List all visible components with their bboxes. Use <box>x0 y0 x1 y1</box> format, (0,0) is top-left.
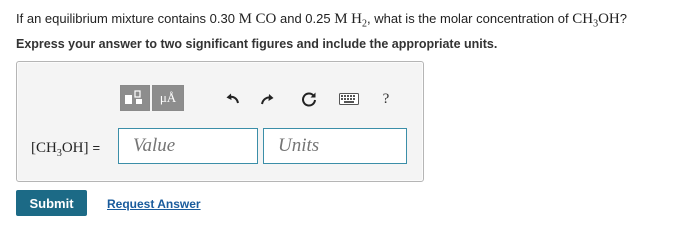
keyboard-icon <box>339 93 359 105</box>
answer-panel <box>16 61 424 182</box>
subscript: 3 <box>593 18 599 30</box>
label-part: [CH <box>31 140 57 156</box>
species-h2: H <box>351 11 363 27</box>
question-text <box>16 11 627 30</box>
molarity-unit: M <box>334 11 348 27</box>
undo-button[interactable] <box>224 90 242 108</box>
answer-toolbar <box>120 85 184 111</box>
subscript: 2 <box>362 18 368 30</box>
subscript: 3 <box>56 148 62 159</box>
species-ch3oh-end: OH <box>598 11 620 27</box>
question-mark: ? <box>619 11 627 26</box>
keyboard-button[interactable] <box>338 90 360 108</box>
species-co: CO <box>255 11 277 27</box>
units-button[interactable] <box>152 85 184 111</box>
concentration-label <box>31 140 100 159</box>
question-suffix: , what is the molar concentration of <box>367 11 573 26</box>
templates-icon <box>124 90 146 106</box>
redo-button[interactable] <box>258 90 276 108</box>
question-prefix: If an equilibrium mixture contains 0.30 <box>16 11 239 26</box>
label-part: OH] <box>61 140 89 156</box>
redo-arrow-icon <box>259 91 275 107</box>
reset-button[interactable] <box>300 90 318 108</box>
value-input[interactable] <box>118 128 258 164</box>
units-input[interactable] <box>263 128 407 164</box>
equals-sign: = <box>92 140 101 155</box>
instruction-text: Express your answer to two significant figures and include the appropriate units. <box>16 37 498 51</box>
undo-arrow-icon <box>225 91 241 107</box>
templates-button[interactable] <box>120 85 150 111</box>
help-icon: ? <box>382 90 390 107</box>
question-mid: and 0.25 <box>276 11 335 26</box>
molarity-unit: M <box>238 11 252 27</box>
species-ch3oh: CH <box>572 11 594 27</box>
help-button[interactable] <box>377 90 395 108</box>
reset-icon <box>301 91 317 107</box>
units-button-label: μÅ <box>159 90 177 105</box>
submit-button[interactable]: Submit <box>16 190 87 216</box>
request-answer-link[interactable]: Request Answer <box>107 197 201 211</box>
